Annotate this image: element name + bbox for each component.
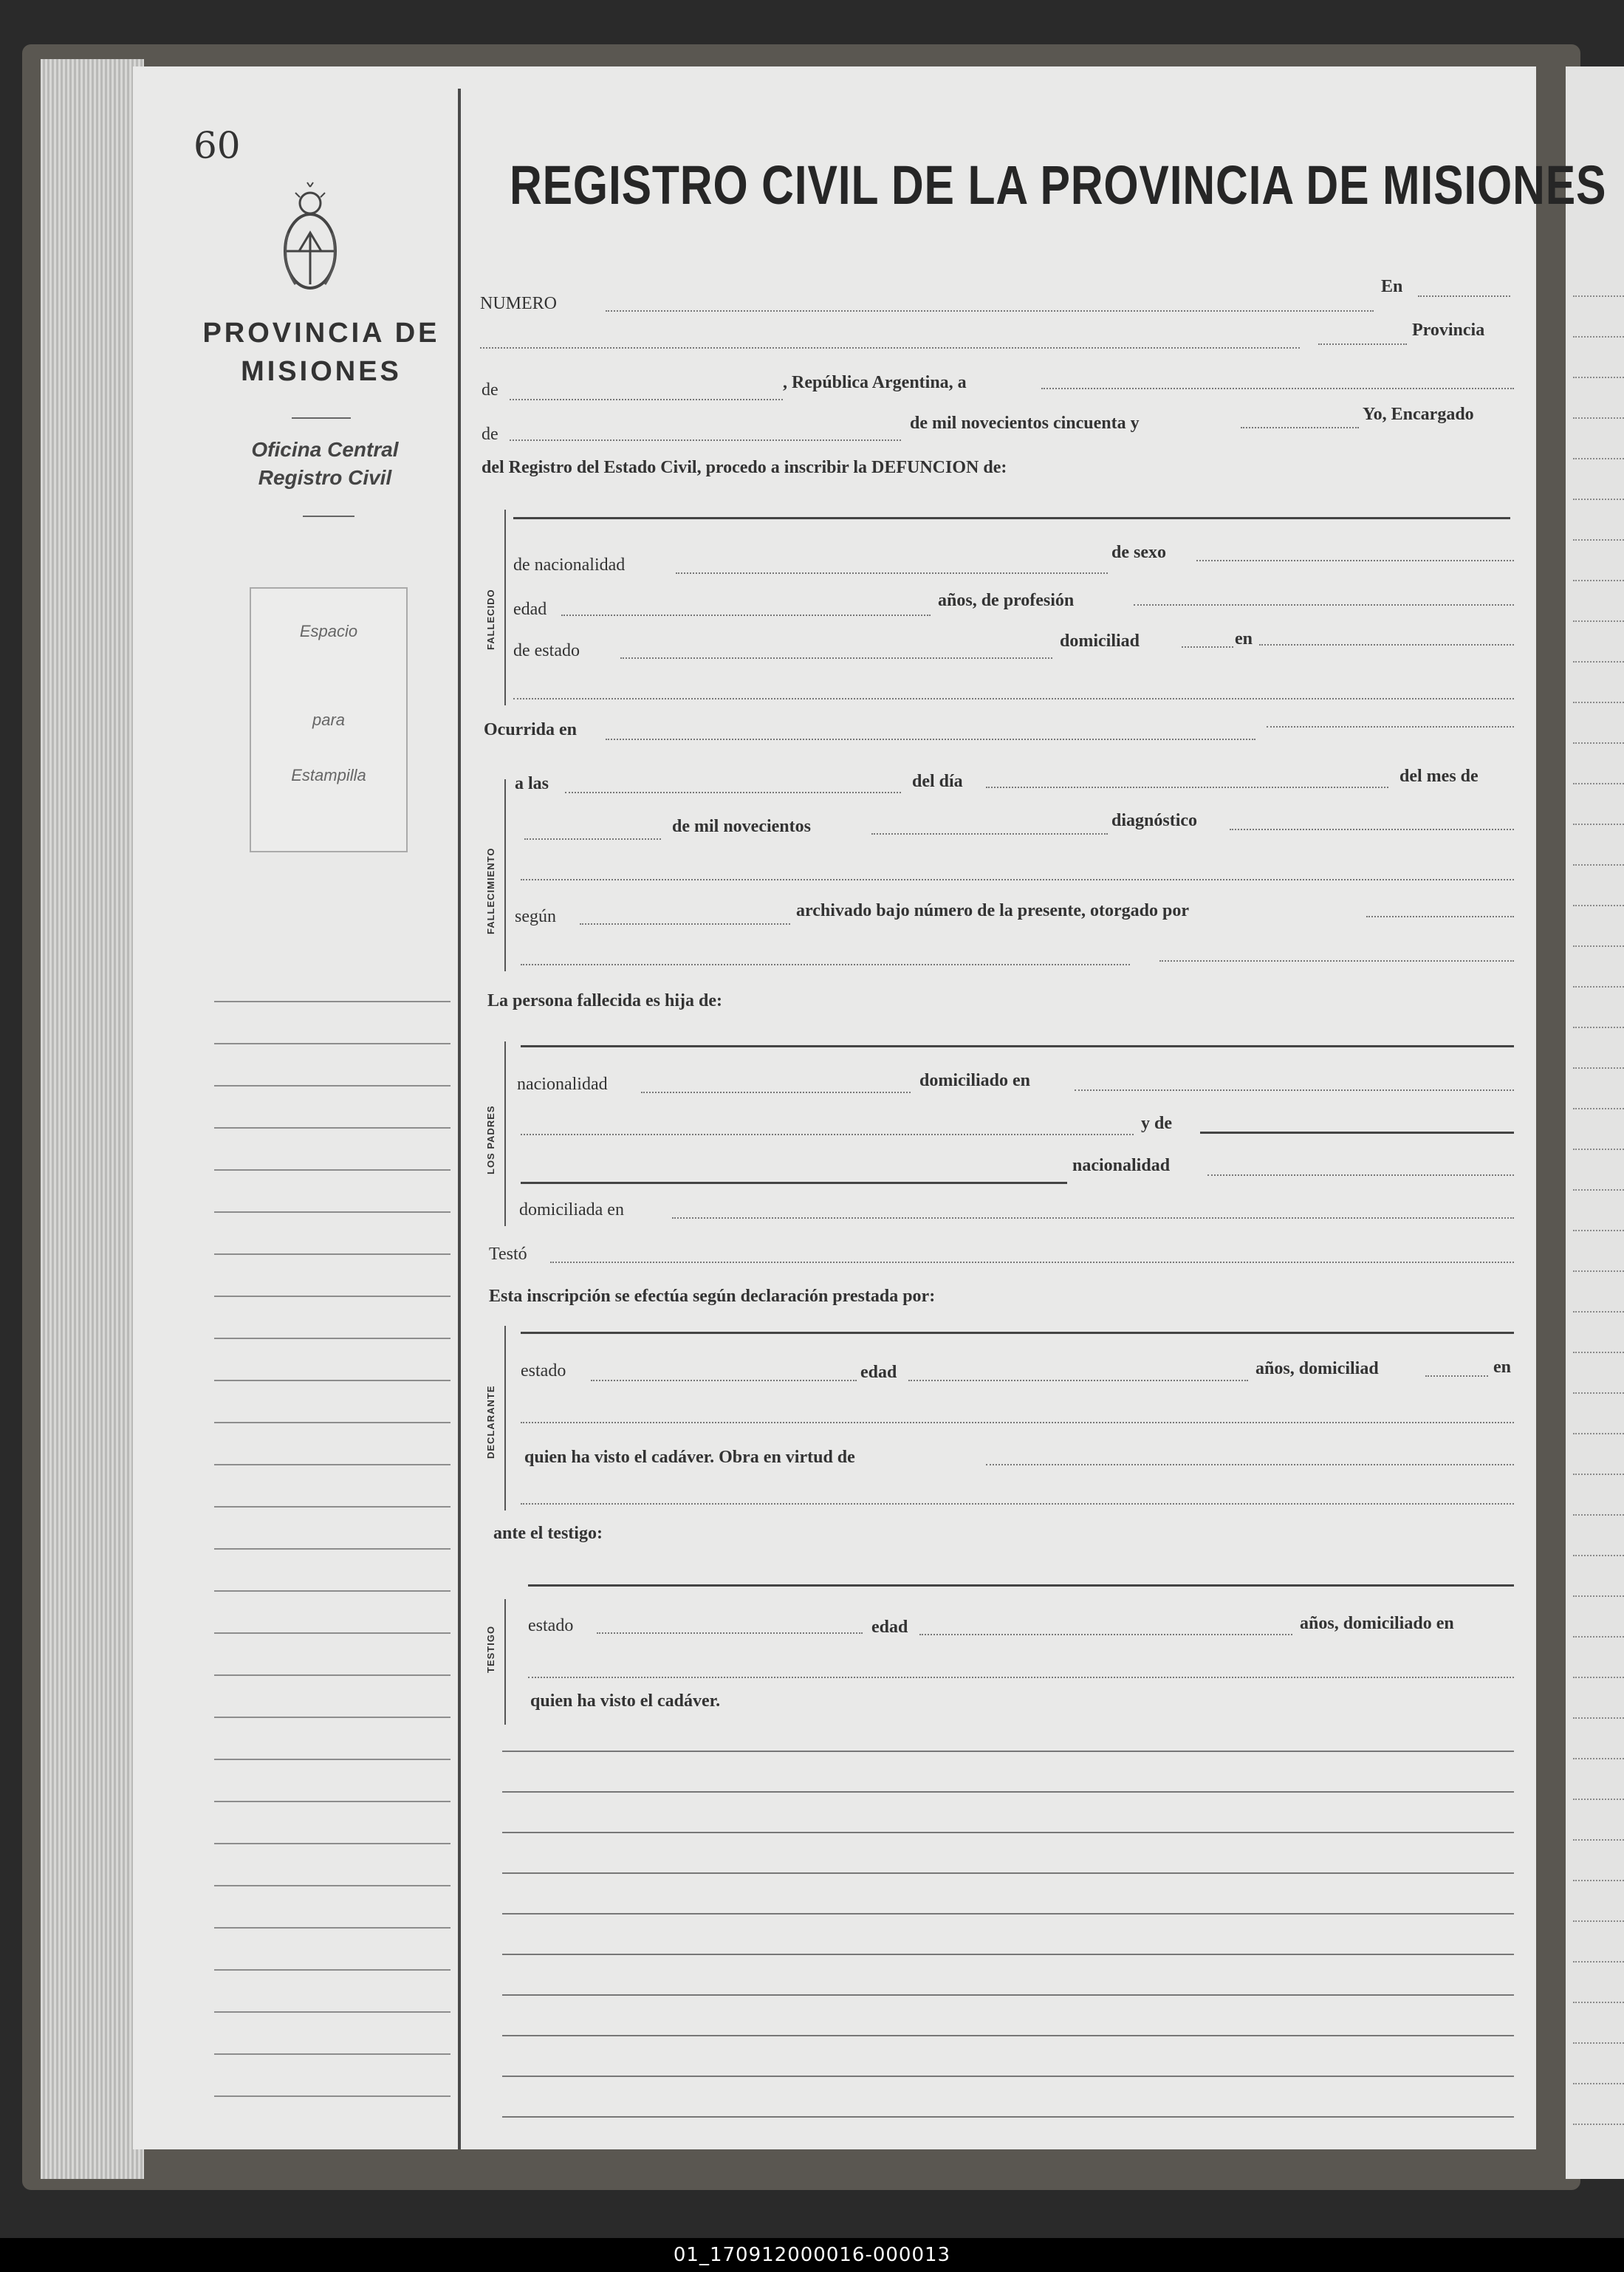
ocurrida-field-2 xyxy=(1267,726,1514,728)
page-number: 60 xyxy=(193,124,241,167)
fallecido-domiciliad-label: domiciliad xyxy=(1060,632,1140,651)
date-field xyxy=(1041,388,1514,389)
testo-label: Testó xyxy=(489,1245,527,1264)
fallecido-side-label: FALLECIDO xyxy=(485,589,496,650)
declarante-side-label: DECLARANTE xyxy=(485,1385,496,1459)
testigo-name-field xyxy=(528,1584,1514,1587)
fallecido-estado-label: de estado xyxy=(513,641,580,660)
otorgado-field-2 xyxy=(521,964,1130,965)
padre-nacionalidad-field xyxy=(641,1092,911,1093)
office-line-2: Registro Civil xyxy=(258,466,392,489)
testigo-visto-label: quien ha visto el cadáver. xyxy=(530,1691,721,1711)
a-las-label: a las xyxy=(515,774,549,793)
declarante-address-field xyxy=(521,1422,1514,1423)
a-las-field xyxy=(565,792,901,793)
stamp-label-2: para xyxy=(312,711,346,729)
year-field xyxy=(1241,427,1359,428)
ocurrida-field xyxy=(606,739,1255,740)
declarante-estado-label: estado xyxy=(521,1361,566,1380)
testigo-edad-label: edad xyxy=(871,1618,908,1637)
numero-field xyxy=(606,310,1374,312)
provincia-label: Provincia xyxy=(1412,321,1485,340)
testigo-address-field xyxy=(528,1677,1514,1678)
fallecido-sexo-field xyxy=(1196,560,1514,561)
fallecido-bracket xyxy=(504,510,506,705)
padre-domiciliado-label: domiciliado en xyxy=(919,1071,1031,1090)
madre-name-field-2 xyxy=(521,1182,1067,1184)
declarante-domiciliad-label: años, domiciliad xyxy=(1255,1359,1379,1378)
padres-side-label: LOS PADRES xyxy=(485,1105,496,1174)
madre-name-field xyxy=(1200,1132,1514,1134)
padres-bracket xyxy=(504,1041,506,1226)
registro-intro: del Registro del Estado Civil, procedo a inscribir la DEFUNCION de: xyxy=(482,458,1007,477)
otorgado-field xyxy=(1366,916,1514,917)
fallecido-nacionalidad-label: de nacionalidad xyxy=(513,555,626,575)
fallecido-edad-label: edad xyxy=(513,600,547,619)
testo-field xyxy=(550,1262,1514,1263)
mil-cincuenta-label: de mil novecientos cincuenta y xyxy=(910,414,1140,433)
fallecido-profesion-label: años, de profesión xyxy=(938,591,1075,610)
facing-page xyxy=(1566,66,1624,2179)
anio-field xyxy=(871,833,1108,835)
stamp-label-1: Espacio xyxy=(299,622,358,640)
otorgado-field-3 xyxy=(1159,960,1514,962)
declarante-en-label: en xyxy=(1493,1358,1511,1377)
diagnostico-field-2 xyxy=(521,879,1514,880)
declarante-virtud-field xyxy=(986,1464,1514,1465)
padre-name-field xyxy=(521,1045,1514,1047)
padre-address-field xyxy=(521,1134,1134,1135)
declarante-edad-label: edad xyxy=(860,1363,897,1382)
hija-de-label: La persona fallecida es hija de: xyxy=(487,991,722,1010)
testigo-estado-field xyxy=(597,1632,863,1634)
de-field-2 xyxy=(510,439,901,441)
divider xyxy=(292,417,351,419)
declarante-virtud-field-2 xyxy=(521,1503,1514,1505)
provincia-field xyxy=(1318,343,1407,345)
fallecido-nacionalidad-field xyxy=(676,572,1108,574)
testigo-domiciliado-label: años, domiciliado en xyxy=(1300,1614,1454,1633)
fallecido-edad-field xyxy=(561,615,931,616)
fallecido-domiciliad-suffix xyxy=(1182,646,1233,648)
declarante-estado-field xyxy=(591,1380,857,1381)
page-stack-edge xyxy=(41,59,144,2179)
divider xyxy=(303,516,354,517)
del-dia-label: del día xyxy=(912,772,963,791)
province-line-2: MISIONES xyxy=(241,356,402,387)
de-label-2: de xyxy=(482,425,498,444)
madre-nacionalidad-field xyxy=(1207,1174,1514,1176)
declarante-visto-label: quien ha visto el cadáver. Obra en virtud de xyxy=(524,1448,855,1467)
testigo-side-label: TESTIGO xyxy=(485,1625,496,1673)
coat-of-arms-icon xyxy=(281,181,340,299)
del-mes-label: del mes de xyxy=(1399,767,1479,786)
madre-domiciliada-label: domiciliada en xyxy=(519,1200,624,1219)
fallecimiento-bracket xyxy=(504,779,506,971)
fallecido-profesion-field xyxy=(1134,604,1514,606)
madre-nacionalidad-label: nacionalidad xyxy=(1072,1156,1171,1175)
testigo-bracket xyxy=(504,1599,506,1725)
en-field xyxy=(1418,295,1510,297)
fallecido-name-field xyxy=(513,517,1510,519)
mil-novecientos-label: de mil novecientos xyxy=(672,817,811,836)
stamp-label-3: Estampilla xyxy=(291,766,366,784)
y-de-label: y de xyxy=(1141,1114,1172,1133)
segun-label: según xyxy=(515,907,556,926)
fallecimiento-side-label: FALLECIMIENTO xyxy=(485,847,496,934)
fallecido-en-label: en xyxy=(1235,629,1253,649)
en-label: En xyxy=(1381,277,1403,296)
declarante-domiciliad-suffix xyxy=(1425,1375,1488,1377)
mes-field xyxy=(524,838,661,840)
form-title: REGISTRO CIVIL DE LA PROVINCIA DE MISIONES xyxy=(510,154,1607,216)
locality-field xyxy=(480,347,1300,349)
testigo-estado-label: estado xyxy=(528,1616,574,1635)
office-line-1: Oficina Central xyxy=(251,438,399,461)
numero-label: NUMERO xyxy=(480,294,558,313)
fallecido-sexo-label: de sexo xyxy=(1111,543,1166,562)
declarante-name-field xyxy=(521,1332,1514,1334)
declaracion-label: Esta inscripción se efectúa según declaración prestada por: xyxy=(489,1287,936,1306)
fallecido-en-field xyxy=(1259,644,1514,646)
fallecido-estado-field xyxy=(620,657,1052,659)
office-heading xyxy=(222,436,428,492)
de-field-1 xyxy=(510,399,783,400)
diagnostico-field xyxy=(1230,829,1514,830)
margin-rule xyxy=(458,89,461,2149)
yo-encargado-label: Yo, Encargado xyxy=(1363,405,1474,424)
archivado-label: archivado bajo número de la presente, otorgado por xyxy=(796,901,1189,920)
declarante-bracket xyxy=(504,1326,506,1510)
del-dia-field xyxy=(986,787,1388,788)
padre-nacionalidad-label: nacionalidad xyxy=(517,1075,608,1094)
fallecido-address-field xyxy=(513,698,1514,699)
de-label-1: de xyxy=(482,380,498,400)
ocurrida-label: Ocurrida en xyxy=(484,720,577,739)
testigo-edad-field xyxy=(919,1634,1292,1635)
ante-testigo-label: ante el testigo: xyxy=(493,1524,603,1543)
segun-field xyxy=(580,923,790,925)
stamp-space-box xyxy=(250,587,408,852)
padre-domiciliado-field xyxy=(1075,1089,1514,1091)
image-caption: 01_170912000016-000013 xyxy=(673,2244,951,2266)
diagnostico-label: diagnóstico xyxy=(1111,811,1198,830)
republica-label: , República Argentina, a xyxy=(783,373,967,392)
declarante-edad-field xyxy=(908,1380,1248,1381)
province-heading xyxy=(192,314,450,391)
province-line-1: PROVINCIA DE xyxy=(202,318,440,349)
madre-domiciliada-field xyxy=(672,1217,1514,1219)
